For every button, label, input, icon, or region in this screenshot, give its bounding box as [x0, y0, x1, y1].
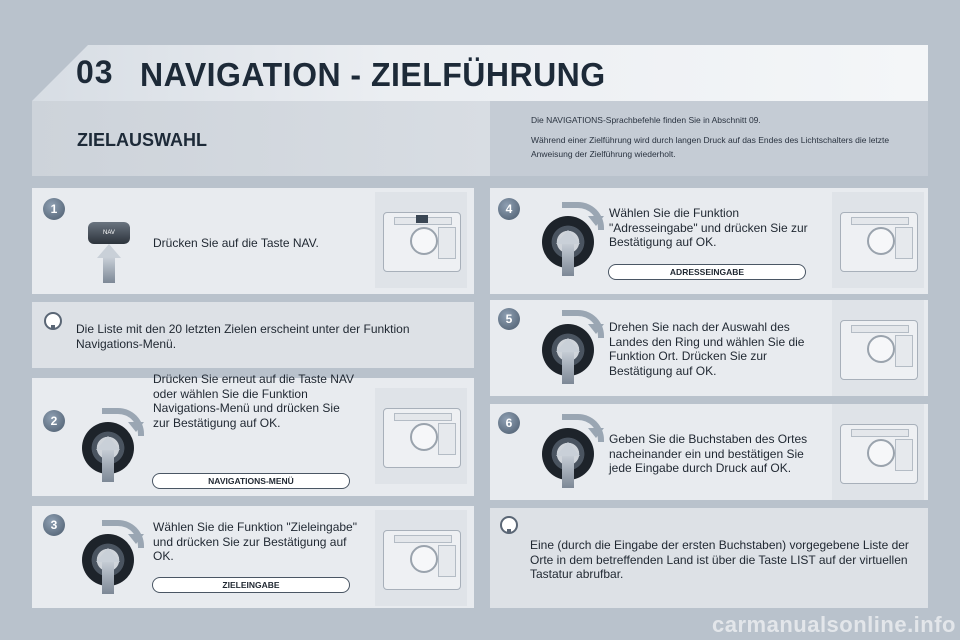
tip-card-1	[32, 302, 474, 368]
step-card-3	[32, 506, 474, 608]
rotate-arrowhead	[588, 216, 604, 226]
radio-panel	[840, 424, 918, 484]
cd-slot	[851, 325, 909, 333]
cd-slot	[394, 413, 452, 421]
section-note: Die NAVIGATIONS-Sprachbefehle finden Sie in Abschnitt 09.	[531, 115, 761, 125]
step-text: Drücken Sie auf die Taste NAV.	[153, 236, 319, 250]
step-number: 3	[43, 514, 65, 536]
radio-panel	[840, 212, 918, 272]
dial-illustration	[542, 202, 604, 264]
radio-unit-illustration	[832, 300, 924, 396]
rotate-arrowhead	[588, 428, 604, 438]
radio-unit-illustration	[832, 192, 924, 288]
keypad	[438, 545, 456, 577]
knob-icon	[410, 545, 438, 573]
menu-label-pill: NAVIGATIONS-MENÜ	[152, 473, 350, 489]
arrow-up-icon	[97, 244, 121, 258]
dial-illustration	[542, 310, 604, 372]
cd-slot	[394, 535, 452, 543]
arrow-up-icon	[556, 442, 580, 456]
cd-slot	[851, 217, 909, 225]
step-text: Drücken Sie erneut auf die Taste NAV oder wählen Sie die Funktion Navigations-Menü und drücken Sie zur Bestätigung auf OK.	[153, 372, 354, 430]
arrow-up-shaft	[102, 560, 114, 594]
rotate-arrowhead	[128, 422, 144, 432]
step-text: Wählen Sie die Funktion "Zieleingabe" und drücken Sie zur Bestätigung auf OK.	[153, 520, 357, 563]
dial-illustration	[82, 520, 144, 582]
lightbulb-icon	[44, 312, 62, 330]
step-number: 6	[498, 412, 520, 434]
dial-illustration	[82, 408, 144, 470]
step-card-5	[490, 300, 928, 396]
radio-panel	[840, 320, 918, 380]
tip-text: Eine (durch die Eingabe der ersten Buchstaben) vorgegebene Liste der Orte in dem betreffenden Land ist über die Taste LIST auf der virtuellen Tastatur abrufbar.	[530, 538, 909, 581]
menu-label-pill: ZIELEINGABE	[152, 577, 350, 593]
arrow-up-icon	[556, 338, 580, 352]
step-card-6	[490, 404, 928, 500]
step-card-2	[32, 372, 474, 496]
knob-icon	[867, 335, 895, 363]
radio-panel	[383, 530, 461, 590]
page-title: NAVIGATION - ZIELFÜHRUNG	[140, 56, 606, 93]
step-text: Wählen Sie die Funktion "Adresseingabe" und drücken Sie zur Bestätigung auf OK.	[609, 206, 808, 249]
nav-key: NAV	[88, 222, 130, 244]
highlighted-key	[416, 215, 428, 223]
knob-icon	[867, 227, 895, 255]
radio-unit-illustration	[375, 388, 467, 484]
radio-panel	[383, 212, 461, 272]
watermark: carmanualsonline.info	[712, 612, 956, 637]
rotate-arrowhead	[128, 534, 144, 544]
step-card-1	[32, 188, 474, 294]
step-number: 1	[43, 198, 65, 220]
knob-icon	[867, 439, 895, 467]
arrow-up-shaft	[562, 242, 574, 276]
tip-card-2	[490, 508, 928, 608]
cd-slot	[851, 429, 909, 437]
knob-icon	[410, 423, 438, 451]
chapter-number: 03	[76, 54, 114, 90]
section-note: Während einer Zielführung wird durch langen Druck auf das Endes des Lichtschalters die letzte Anweisung der Zielführung wiederholt.	[531, 135, 890, 159]
keypad	[895, 439, 913, 471]
keypad	[438, 227, 456, 259]
step-number: 2	[43, 410, 65, 432]
step-text: Geben Sie die Buchstaben des Ortes nacheinander ein und bestätigen Sie jede Eingabe durch Druck auf OK.	[609, 432, 808, 475]
arrow-up-shaft	[562, 350, 574, 384]
nav-button-illustration	[84, 222, 134, 286]
radio-unit-illustration	[832, 404, 924, 500]
radio-unit-illustration	[375, 510, 467, 606]
section-notes	[531, 113, 911, 167]
keypad	[438, 423, 456, 455]
arrow-up-icon	[556, 230, 580, 244]
menu-label-pill: ADRESSEINGABE	[608, 264, 806, 280]
lightbulb-icon	[500, 516, 518, 534]
step-number: 5	[498, 308, 520, 330]
radio-unit-illustration	[375, 192, 467, 288]
radio-panel	[383, 408, 461, 468]
keypad	[895, 227, 913, 259]
step-number: 4	[498, 198, 520, 220]
tip-text: Die Liste mit den 20 letzten Zielen erscheint unter der Funktion Navigations-Menü.	[76, 322, 410, 351]
rotate-arrowhead	[588, 324, 604, 334]
arrow-up-shaft	[562, 454, 574, 488]
arrow-up-icon	[96, 436, 120, 450]
dial-illustration	[542, 414, 604, 476]
arrow-up-icon	[96, 548, 120, 562]
keypad	[895, 335, 913, 367]
arrow-up-shaft	[103, 257, 115, 283]
step-card-4	[490, 188, 928, 294]
section-title: ZIELAUSWAHL	[77, 130, 207, 150]
arrow-up-shaft	[102, 448, 114, 482]
knob-icon	[410, 227, 438, 255]
step-text: Drehen Sie nach der Auswahl des Landes den Ring und wählen Sie die Funktion Ort. Drücken Sie zur Bestätigung auf OK.	[609, 320, 805, 378]
